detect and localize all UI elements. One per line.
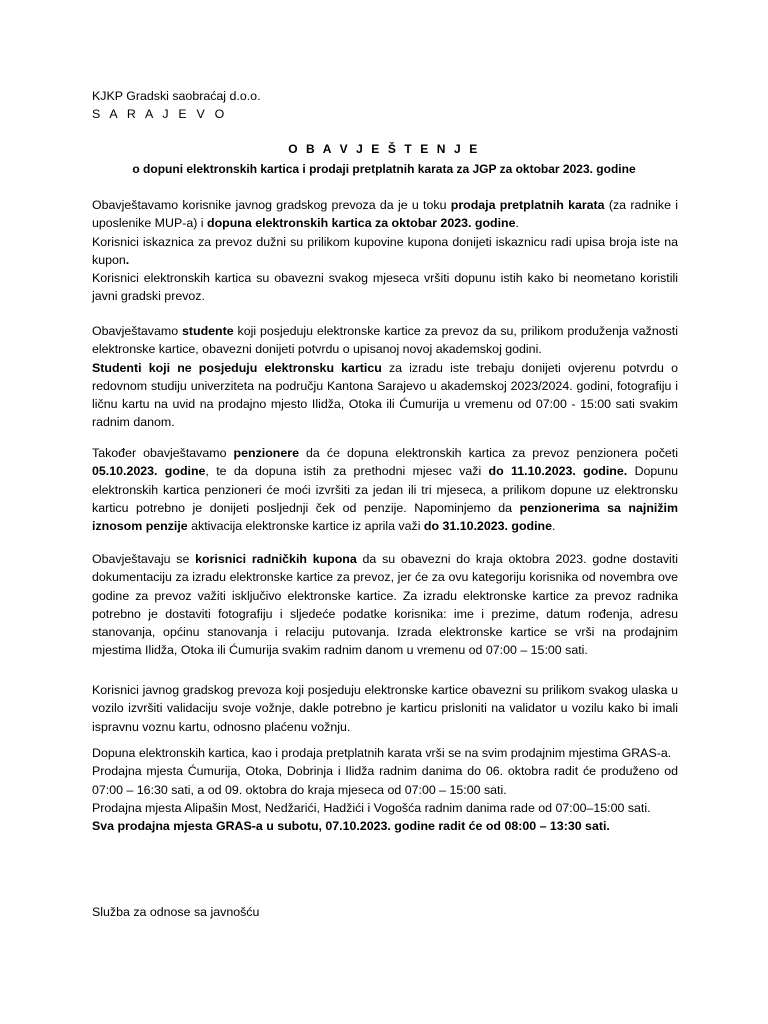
paragraph-students-new-card <box>92 359 678 432</box>
paragraph-hours-regular: Prodajna mjesta Alipašin Most, Nedžarići, Hadžići i Vogošća radnim danima rade od 07:00–15:00 sati. <box>92 800 651 815</box>
text: . <box>515 216 519 231</box>
text: . <box>552 519 556 534</box>
paragraph-monthly-topup: Korisnici elektronskih kartica su obavezni svakog mjeseca vršiti dopunu istih kako bi neometano koristili javni gradski prevoz. <box>92 271 678 304</box>
bold-text: . <box>125 252 130 267</box>
section-worker-coupons <box>92 550 678 660</box>
paragraph-pensioners <box>92 444 678 535</box>
text: za izradu iste trebaju donijeti ovjerenu potvrdu o redovnom studiju univerziteta na području Kantona Sarajevo u akademskoj 2023/2024. godini, fotografiju i ličnu kartu na uvid na prodajno mjesto Ilidža, Otoka ili Ćumurija u vremenu od 07:00 - 15:00 sati svakim radnim danom. <box>92 360 678 430</box>
organization-city: S A R A J E V O <box>92 107 228 122</box>
paragraph-students-renewal <box>92 322 678 359</box>
text: koji posjeduju elektronske kartice za prevoz da su, prilikom produženja važnosti elektronske kartice, obavezni donijeti potvrdu o upisanoj novoj akademskoj godini. <box>92 324 678 357</box>
paragraph-worker-coupons <box>92 550 678 660</box>
bold-text: 05.10.2023. godine <box>92 464 206 479</box>
text: Obavještavaju se <box>92 552 196 566</box>
bold-text: dopuna elektronskih kartica za oktobar 2023. godine <box>207 216 516 231</box>
document-subtitle: o dopuni elektronskih kartica i prodaji pretplatnih karata za JGP za oktobar 2023. godine <box>132 162 636 177</box>
bold-text: penzionerima sa najnižim iznosom penzije <box>92 500 678 534</box>
paragraph-sales-points: Dopuna elektronskih kartica, kao i prodaja pretplatnih karata vrši se na svim prodajnim mjestima GRAS-a. <box>92 746 672 760</box>
text: Korisnici iskaznica za prevoz dužni su prilikom kupovine kupona donijeti iskaznicu radi upisa broja iste na kupon <box>92 234 678 267</box>
section-general-notice <box>92 196 678 306</box>
text: Obavještavamo <box>92 324 182 338</box>
text: (za radnike i uposlenike MUP-a) i <box>92 198 679 231</box>
bold-text: prodaja pretplatnih karata <box>450 198 605 212</box>
paragraph-sales <box>92 196 678 233</box>
text: , te da dopuna istih za prethodni mjesec važi <box>205 464 489 479</box>
organization-name: KJKP Gradski saobraćaj d.o.o. <box>92 89 261 103</box>
organization-header <box>92 87 261 124</box>
paragraph-hours-extended: Prodajna mjesta Ćumurija, Otoka, Dobrinja i Ilidža radnim danima do 06. oktobra radit će produženo od 07:00 – 16:30 sati, a od 09. oktobra do kraja mjeseca od 07:00 – 15:00 sati. <box>92 764 678 797</box>
bold-text: do 31.10.2023. godine <box>423 519 552 534</box>
section-sales-points <box>92 744 678 835</box>
bold-text: studente <box>181 324 234 338</box>
bold-text: korisnici radničkih kupona <box>195 552 357 566</box>
section-validation <box>92 681 678 736</box>
section-pensioners <box>92 444 678 535</box>
document-title-block <box>92 140 676 179</box>
bold-text: Sva prodajna mjesta GRAS-a u subotu, 07.10.2023. godine radit će od 08:00 – 13:30 sati. <box>92 819 610 834</box>
paragraph-validation: Korisnici javnog gradskog prevoza koji posjeduju elektronske kartice obavezni su prilikom svakog ulaska u vozilo izvršiti validaciju svoje vožnje, dakle potrebno je karticu prisloniti na validator u vozilu kako bi imali ispravnu voznu kartu, odnosno plaćenu vožnju. <box>92 683 678 734</box>
paragraph-id-cards <box>92 233 678 270</box>
paragraph-saturday-hours <box>92 817 678 835</box>
bold-text: penzionere <box>233 446 299 460</box>
text: Također obavještavamo <box>92 446 234 460</box>
bold-text: do 11.10.2023. godine. <box>488 464 628 479</box>
text: Dopunu elektronskih kartica penzioneri će moći izvršiti za jedan ili tri mjeseca, a prilikom dopune uz elektronsku karticu potrebno je donijeti posljednji ček od penzije. Napominjemo da <box>92 464 678 515</box>
bold-text: Studenti koji ne posjeduju elektronsku karticu <box>92 360 382 375</box>
text: Obavještavamo korisnike javnog gradskog prevoza da je u toku <box>92 198 451 212</box>
text: aktivacija elektronske kartice iz aprila važi <box>187 519 424 534</box>
text: da su obavezni do kraja oktobra 2023. godne dostaviti dokumentaciju za izradu elektronske kartice za prevoz, jer će za ovu kategoriju korisnika od novembra ove godine za prevoz važiti isključivo elektronske kartice. Za izradu elektronske kartice za prevoz radnika potrebno je dostaviti fotografiju i sljedeće podatke korisnika: ime i prezime, datum rođenja, adresu stanovanja, općinu stanovanja i relaciju putovanja. Izrada elektronske kartice se vrši na prodajnim mjestima Ilidža, Otoka ili Ćumurija svakim radnim danom u vremenu od 07:00 – 15:00 sati. <box>92 552 678 658</box>
text: da će dopuna elektronskih kartica za prevoz penzionera početi <box>298 446 678 460</box>
document-title: O B A V J E Š T E N J E <box>288 142 480 156</box>
section-students <box>92 322 678 432</box>
signature: Služba za odnose sa javnošću <box>92 905 260 919</box>
